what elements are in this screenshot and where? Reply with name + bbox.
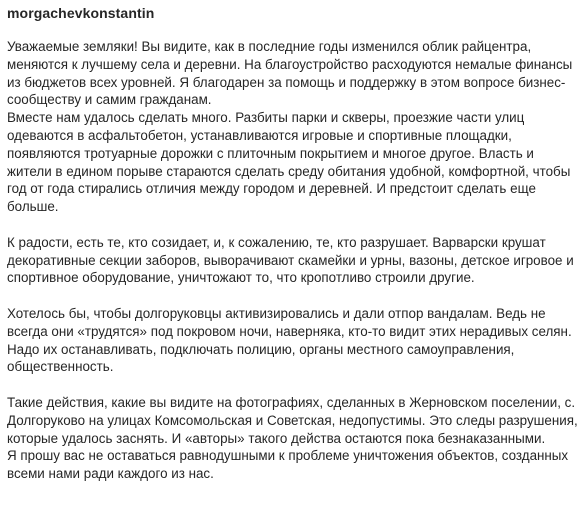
caption-paragraph: К радости, есть те, кто созидает, и, к сожалению, те, кто разрушает. Варварски крушат декоративные секции заборов, выворачивают скамейки и урны, вазоны, детское игровое и спортивное оборудование, уничтожают то, что кропотливо строили другие. — [7, 234, 574, 286]
post — [7, 0, 581, 483]
caption-paragraph: Хотелось бы, чтобы долгоруковцы активизировались и дали отпор вандалам. Ведь не всегда они «трудятся» под покровом ночи, наверняка, кто-то видит этих нерадивых селян. Надо их останавливать, подключать полицию, органы местного самоуправления, общественность. — [7, 305, 572, 375]
caption-paragraph: Такие действия, какие вы видите на фотографиях, сделанных в Жерновском поселении, с. Долгоруково на улицах Комсомольская и Советская, недопустимы. Это следы разрушения, которые удалось заснять. И «авторы» такого действа остаются пока безнаказанными. — [7, 394, 578, 446]
caption-paragraph: Я прошу вас не оставаться равнодушными к проблеме уничтожения объектов, созданных всеми нами ради каждого из нас. — [7, 448, 569, 482]
caption-paragraph: Уважаемые земляки! Вы видите, как в последние годы изменился облик райцентра, меняются к лучшему села и деревни. На благоустройство расходуются немалые финансы из бюджетов всех уровней. Я благодарен за помощь и поддержку в этом вопросе бизнес-сообществу и самим гражданам. — [7, 39, 573, 108]
post-username[interactable]: morgachevkonstantin — [7, 5, 155, 21]
caption-paragraph: Вместе нам удалось сделать много. Разбиты парки и скверы, проезжие части улиц одеваются в асфальтобетон, устанавливаются игровые и спортивные площадки, появляются тротуарные дорожки с плиточным покрытием и многое другое. Власть и жители в едином порыве стараются сделать среду обитания удобной, комфортной, чтобы год от года стирались отличия между городом и деревней. И предстоит сделать еще больше. — [7, 110, 571, 215]
post-caption — [7, 38, 581, 483]
